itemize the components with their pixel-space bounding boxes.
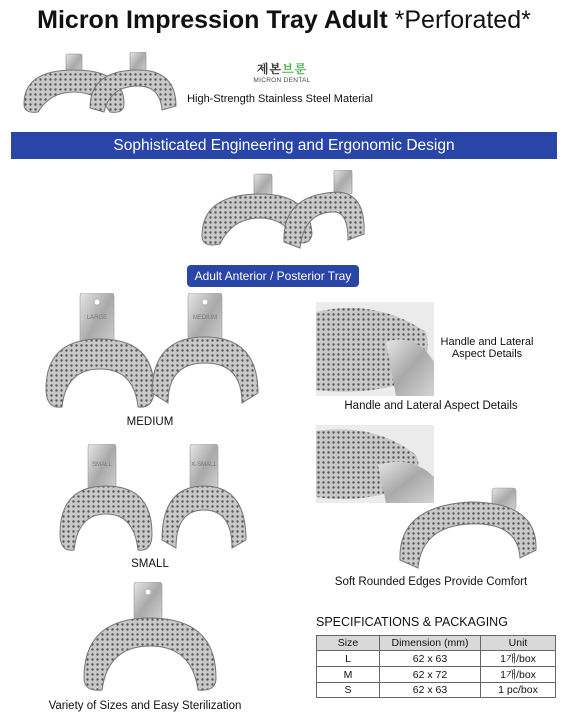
design-banner: Sophisticated Engineering and Ergonomic Design [11, 132, 557, 159]
logo-korean: 제본브룬 [256, 62, 308, 76]
center-trays-photo [198, 170, 368, 256]
small-tray-photo [56, 444, 156, 554]
tray-type-label: Adult Anterior / Posterior Tray [187, 265, 359, 287]
dimension-cell: 62 x 63 [380, 651, 481, 667]
lower-tray-detail-photo [396, 486, 542, 572]
unit-cell: 1 pc/box [481, 683, 556, 698]
variety-caption: Variety of Sizes and Easy Sterilization [48, 700, 242, 712]
large-stamp: LARGE [86, 315, 108, 321]
small-stamp: SMALL [92, 462, 112, 468]
title-main: Micron Impression Tray Adult [37, 6, 388, 34]
specs-title: SPECIFICATIONS & PACKAGING [316, 615, 508, 629]
page-title [0, 6, 568, 35]
unit-header: Unit [481, 636, 556, 651]
handle-caption: Handle and Lateral Aspect Details [344, 400, 518, 412]
material-text: High-Strength Stainless Steel Material [187, 93, 373, 105]
small-caption: SMALL [131, 558, 169, 570]
brand-logo [250, 60, 314, 84]
single-tray-photo [80, 582, 220, 694]
size-header: Size [317, 636, 380, 651]
specs-header-row [317, 636, 556, 651]
unit-cell: 1개/box [481, 651, 556, 667]
large-tray-photo [44, 293, 156, 413]
unit-cell: 1개/box [481, 667, 556, 683]
table-row [317, 683, 556, 698]
dimension-cell: 62 x 72 [380, 667, 481, 683]
dimension-cell: 62 x 63 [380, 683, 481, 698]
xsmall-tray-photo [160, 444, 250, 554]
medium-caption: MEDIUM [126, 416, 174, 428]
dimension-header: Dimension (mm) [380, 636, 481, 651]
table-row [317, 651, 556, 667]
inset-caption: Handle and Lateral Aspect Details [440, 336, 534, 360]
top-trays-photo [18, 52, 178, 122]
edges-caption: Soft Rounded Edges Provide Comfort [334, 576, 528, 588]
logo-english: MICRON DENTAL [253, 77, 311, 84]
title-suffix: *Perforated* [394, 6, 531, 34]
medium-tray-photo [150, 293, 260, 413]
table-row [317, 667, 556, 683]
handle-detail-photo [316, 302, 434, 396]
size-cell: S [317, 683, 380, 698]
specs-table [316, 635, 556, 698]
medium-stamp: MEDIUM [192, 315, 218, 321]
xsmall-stamp: X-SMALL [191, 462, 217, 468]
size-cell: M [317, 667, 380, 683]
size-cell: L [317, 651, 380, 667]
